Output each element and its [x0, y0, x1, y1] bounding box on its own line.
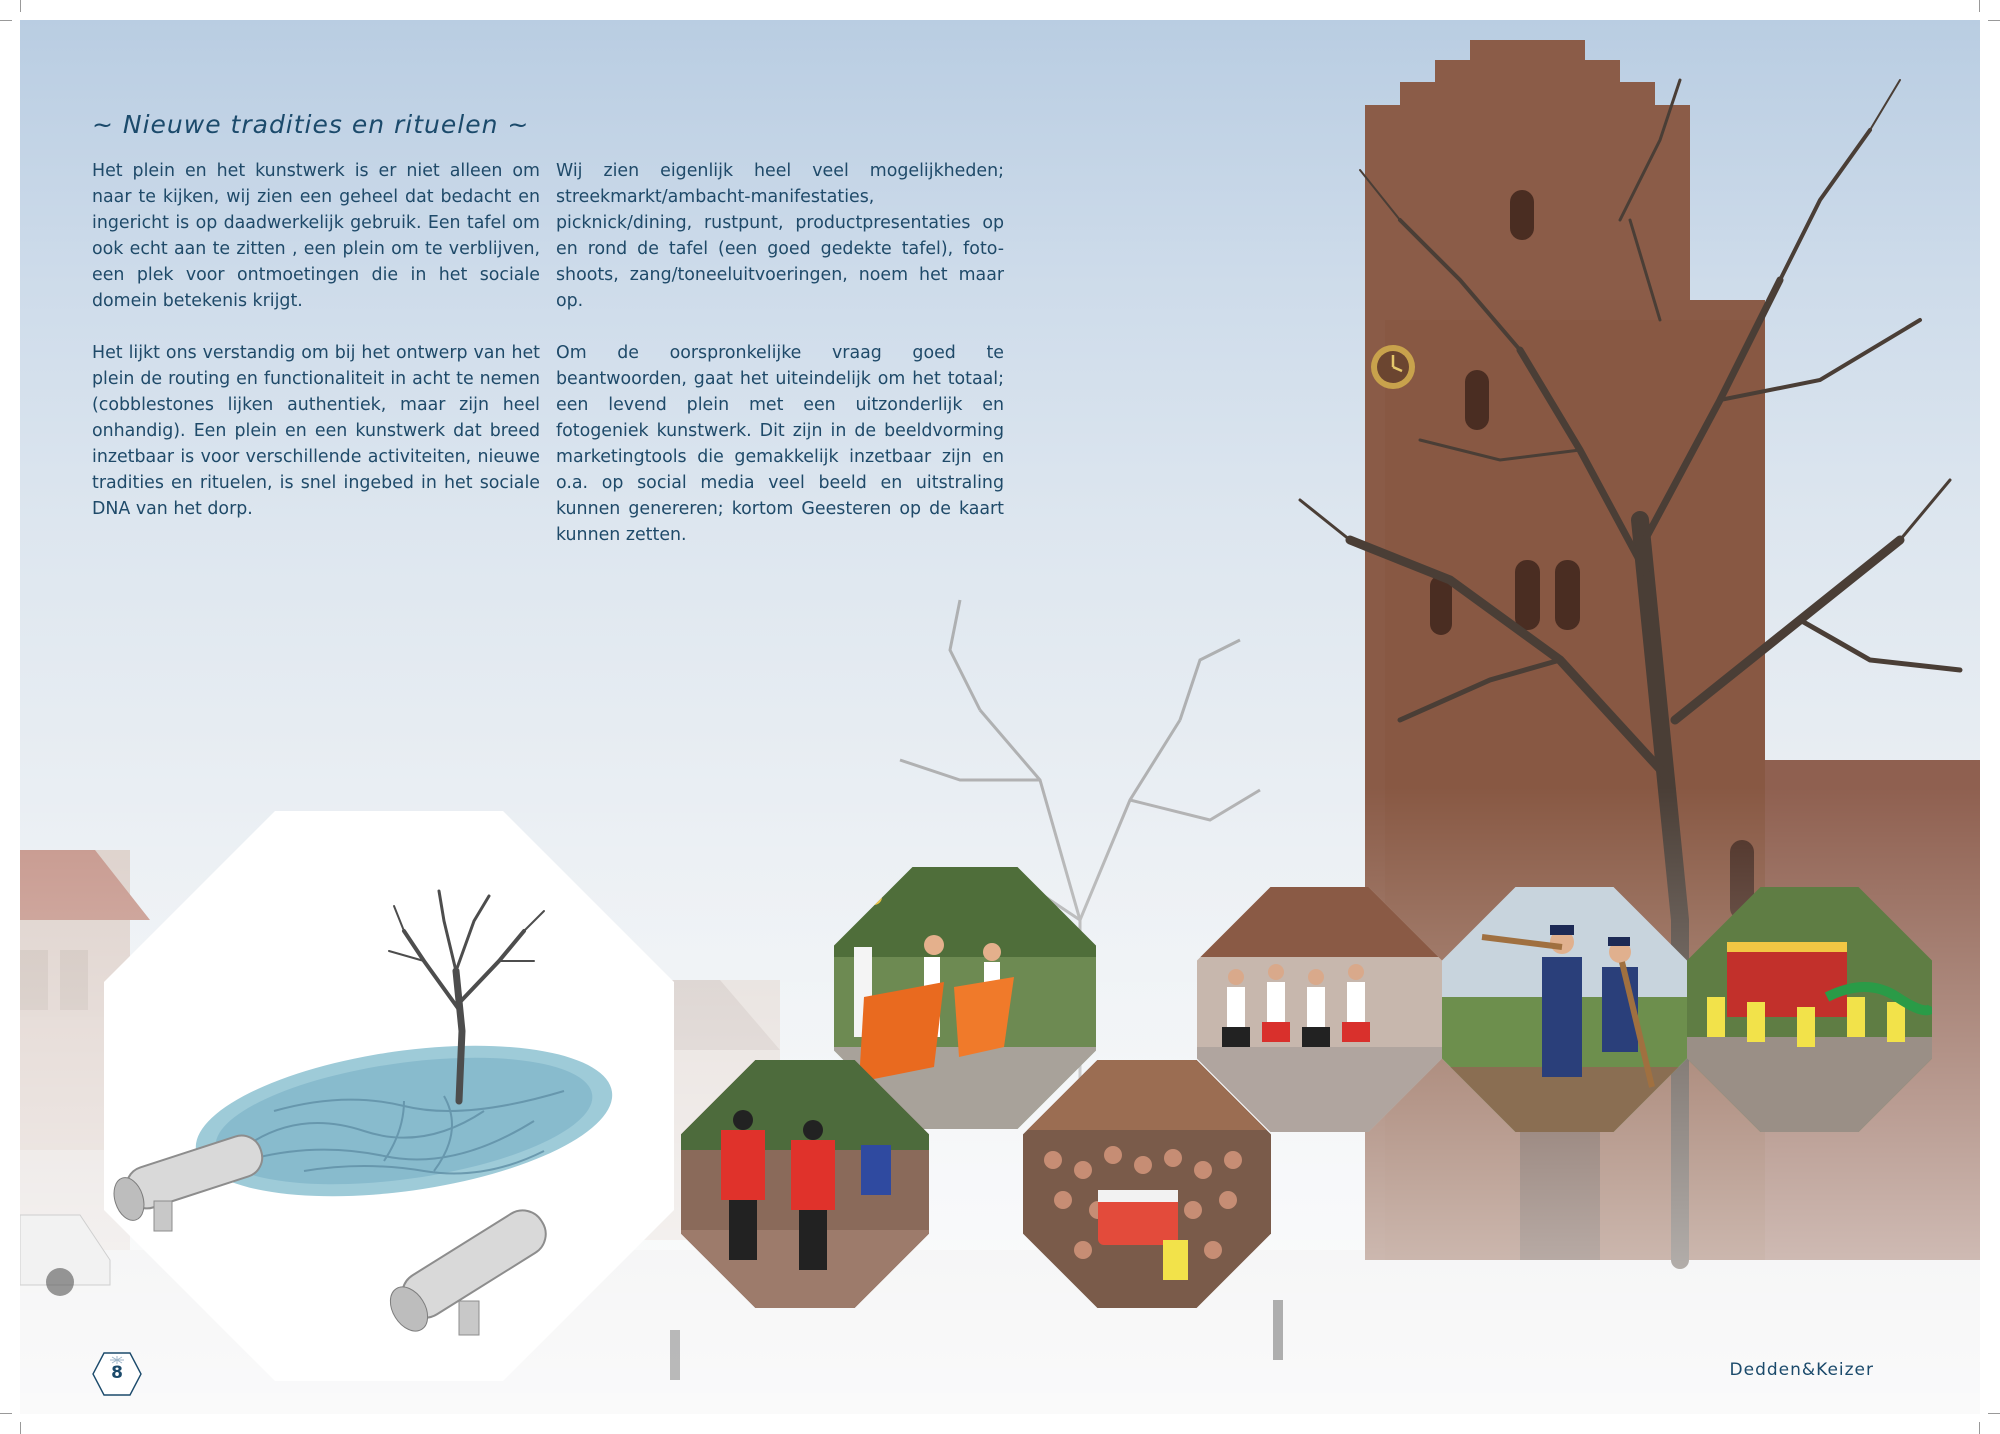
crop-mark — [20, 0, 21, 12]
crop-mark — [1988, 1413, 2000, 1414]
artwork-illustration — [104, 811, 674, 1381]
crop-mark — [20, 1422, 21, 1434]
paragraph: Wij zien eigenlijk heel veel mogelijkheden; streekmarkt/ambacht-manifestaties, picknick/dining, rustpunt, productpresentaties op en rond de tafel (een goed gedekte tafel), foto-shoots, zang/toneeluitvoeringen, noem het maar op. — [556, 161, 1004, 311]
crop-mark — [1979, 1422, 1980, 1434]
paragraph: Het lijkt ons verstandig om bij het ontwerp van het plein de routing en functionaliteit in acht te nemen (cobblestones lijken authentiek, maar zijn heel onhandig). Een plein en een kunstwerk dat breed inzetbaar is voor verschillende activiteiten, nieuwe tradities en rituelen, is snel ingebed in het sociale DNA van het dorp. — [92, 343, 540, 519]
page-number-badge — [92, 1352, 142, 1396]
text-column-left — [92, 158, 540, 548]
crop-mark — [1988, 20, 2000, 21]
photo-chinese-dragon — [1687, 887, 1932, 1132]
brand-name: Dedden&Keizer — [1729, 1360, 1874, 1380]
crop-mark — [1979, 0, 1980, 12]
page-number: 8 — [111, 1363, 123, 1383]
photo-alphorn-players — [1442, 887, 1687, 1132]
paragraph: Het plein en het kunstwerk is er niet alleen om naar te kijken, wij zien een geheel dat bedacht en ingericht is op daadwerkelijk gebruik. Een tafel om ook echt aan te zitten , een plein om te verblijven, een plek voor ontmoetingen die in het sociale domein betekenis krijgt. — [92, 161, 540, 311]
photo-dancers — [1197, 887, 1442, 1132]
text-column-right — [556, 158, 1004, 574]
page-heading: ~ Nieuwe tradities en rituelen ~ — [92, 110, 530, 139]
artwork-octagon — [104, 811, 674, 1381]
brochure-page — [20, 20, 1980, 1414]
crop-mark — [0, 20, 12, 21]
paragraph: Om de oorspronkelijke vraag goed te beantwoorden, gaat het uiteindelijk om het totaal; een levend plein met een uitzonderlijk en fotogeniek kunstwerk. Dit zijn in de beeldvorming marketingtools die gemakkelijk inzetbaar zijn en o.a. op social media veel beeld en uitstraling kunnen genereren; kortom Geesteren op de kaart kunnen zetten. — [556, 343, 1004, 545]
crop-mark — [0, 1413, 12, 1414]
